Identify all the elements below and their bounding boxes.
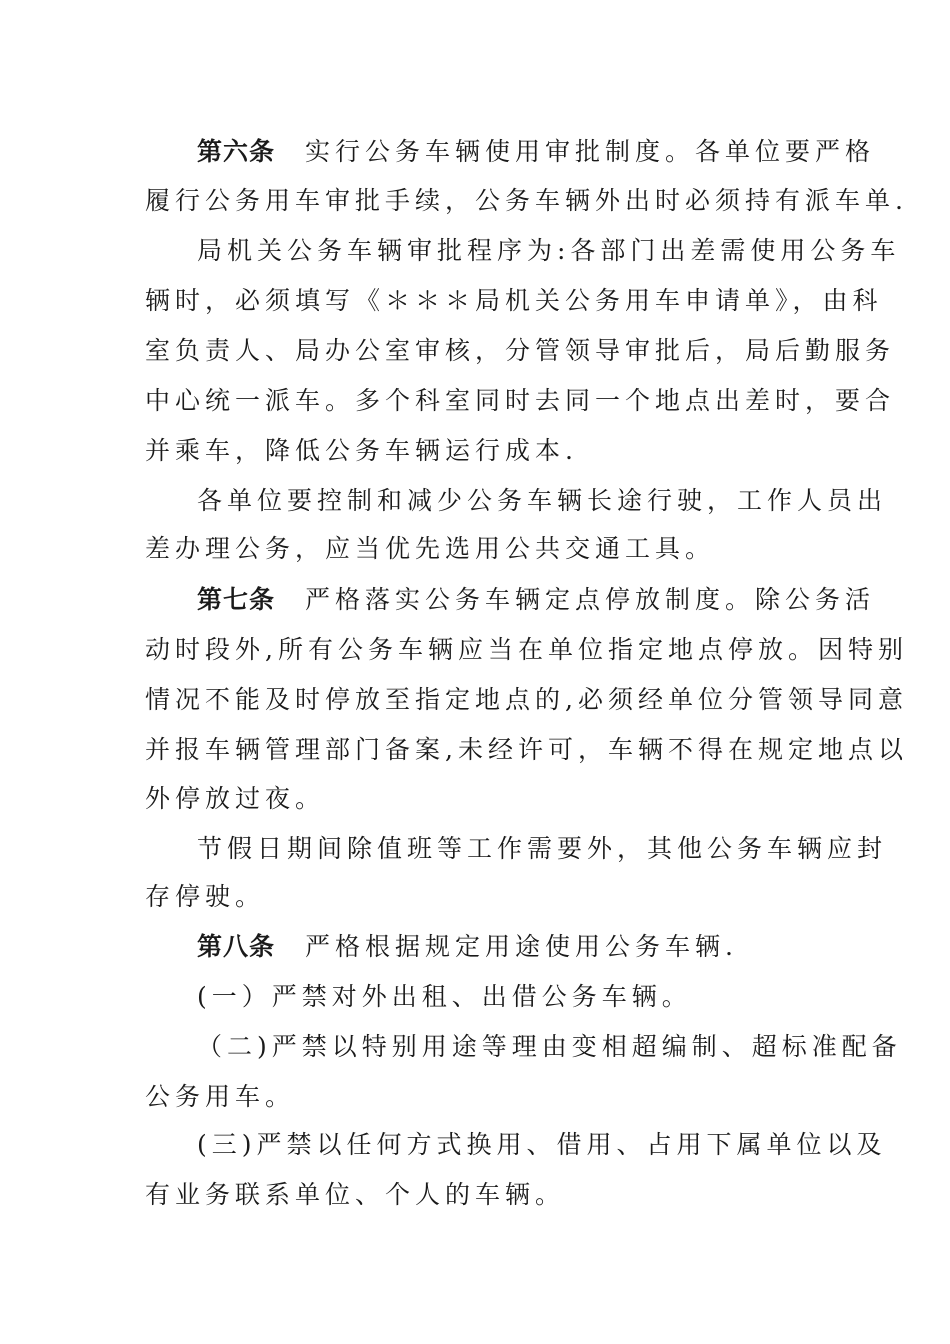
article-6-p2-line-5: 并乘车，降低公务车辆运行成本. (145, 436, 578, 465)
article-7-p2-line-2: 存停驶。 (145, 882, 266, 911)
article-8-item-3-line-2: 有业务联系单位、个人的车辆。 (145, 1180, 566, 1209)
article-7-p2-line-1: 节假日期间除值班等工作需要外，其他公务车辆应封 (197, 834, 888, 863)
article-7-line-3: 情况不能及时停放至指定地点的,必须经单位分管领导同意 (145, 685, 908, 714)
article-7-label: 第七条 (197, 585, 276, 614)
article-8-first-line (197, 930, 810, 964)
article-6-text: 实行公务车辆使用审批制度。各单位要严格 (305, 137, 876, 166)
article-7-line-5: 外停放过夜。 (145, 784, 326, 813)
article-7-line-4: 并报车辆管理部门备案,未经许可，车辆不得在规定地点以 (145, 735, 908, 764)
article-8-label: 第八条 (197, 932, 276, 961)
article-6-line-2: 履行公务用车审批手续，公务车辆外出时必须持有派车单. (145, 186, 908, 215)
article-6-first-line (197, 135, 876, 169)
article-6-p2-line-2: 辆时，必须填写《＊＊＊局机关公务用车申请单》，由科 (145, 286, 883, 315)
article-7-first-line (197, 583, 876, 617)
article-6-p2-line-1: 局机关公务车辆审批程序为:各部门出差需使用公务车 (197, 236, 901, 265)
article-8-item-2-line-2: 公务用车。 (145, 1082, 296, 1111)
article-8-item-1: (一）严禁对外出租、出借公务车辆。 (197, 982, 692, 1011)
article-6-label: 第六条 (197, 137, 276, 166)
article-8-item-3-line-1: (三)严禁以任何方式换用、借用、占用下属单位以及 (197, 1130, 887, 1159)
article-7-line-2: 动时段外,所有公务车辆应当在单位指定地点停放。因特别 (145, 635, 908, 664)
article-6-p2-line-4: 中心统一派车。多个科室同时去同一个地点出差时，要合 (145, 386, 896, 415)
article-7-text: 严格落实公务车辆定点停放制度。除公务活 (305, 585, 876, 614)
article-8-item-2-line-1: （二)严禁以特别用途等理由变相超编制、超标准配备 (197, 1032, 902, 1061)
article-6-p3-line-2: 差办理公务，应当优先选用公共交通工具。 (145, 534, 716, 563)
article-6-p2-line-3: 室负责人、局办公室审核，分管领导审批后，局后勤服务 (145, 336, 896, 365)
article-6-p3-line-1: 各单位要控制和减少公务车辆长途行驶，工作人员出 (197, 486, 888, 515)
article-8-text: 严格根据规定用途使用公务车辆. (305, 932, 738, 961)
